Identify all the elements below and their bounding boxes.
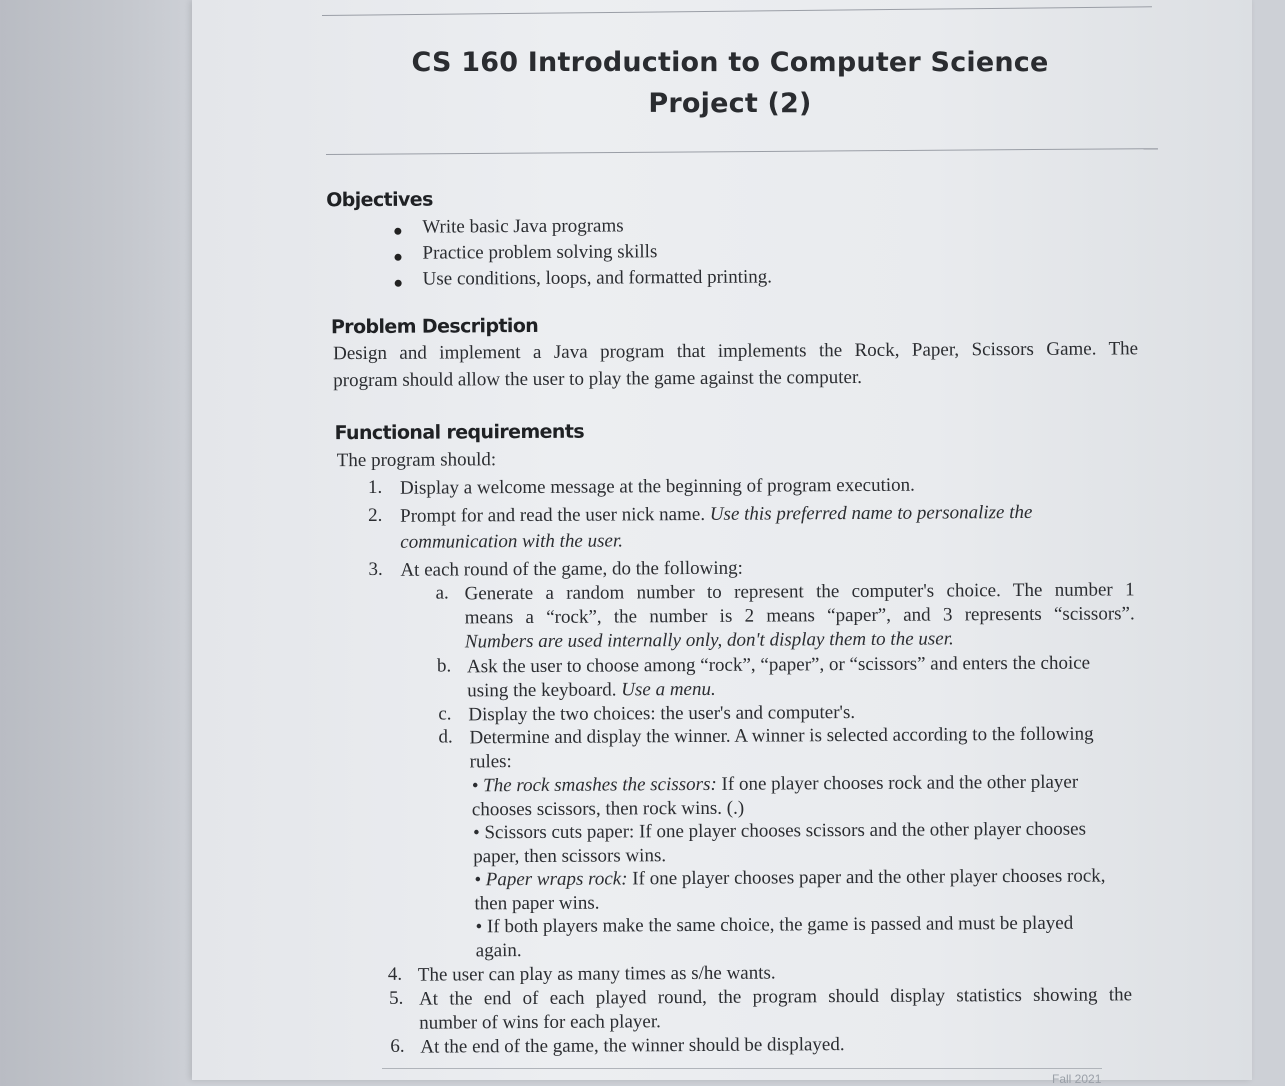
bullet-icon (395, 280, 402, 287)
sub-item-b-line: Ask the user to choose among “rock”, “paper”, or “scissors” and enters the choice (466, 652, 1091, 678)
problem-heading: Problem Description (330, 314, 539, 339)
rule-item (472, 771, 1079, 799)
page-subtitle: Project (2) (648, 88, 812, 119)
requirement-number: 4. (387, 963, 403, 985)
objective-item: Write basic Java programs (422, 215, 624, 238)
requirement-2 (400, 501, 1032, 529)
rule-item-cont: again. (475, 940, 522, 962)
sub-item-a-note: Numbers are used internally only, don't display them to the user. (464, 628, 954, 653)
sub-item-letter: c. (438, 703, 452, 725)
rule-item-cont: then paper wins. (474, 892, 600, 915)
sub-item-a-line: means a “rock”, the number is 2 means “paper”, and 3 represents “scissors”. (464, 603, 1135, 629)
rule-item (474, 864, 1105, 892)
requirement-3: At each round of the game, do the following: (400, 557, 743, 581)
functional-heading: Functional requirements (334, 420, 585, 445)
requirement-5-line: At the end of each played round, the program should display statistics showing the (418, 984, 1133, 1010)
requirement-number: 2. (368, 504, 383, 526)
footer-divider (382, 1068, 1102, 1069)
rule-item-text: If one player chooses paper and the other player chooses rock, (632, 865, 1106, 890)
sub-item-a-line: Generate a random number to represent the computer's choice. The number 1 (464, 579, 1135, 605)
rule-item: • If both players make the same choice, the game is passed and must be played (475, 912, 1074, 938)
requirement-number: 1. (367, 476, 383, 498)
requirement-number: 5. (388, 987, 404, 1009)
problem-text-line: Design and implement a Java program that implements the Rock, Paper, Scissors Game. The (333, 338, 1139, 365)
sub-item-letter: d. (438, 726, 453, 748)
functional-intro: The program should: (336, 449, 497, 472)
requirement-4: The user can play as many times as s/he wants. (417, 962, 776, 986)
bullet-icon (394, 254, 401, 261)
footer-text: Fall 2021 (1052, 1072, 1102, 1086)
sub-item-c-line: Display the two choices: the user's and computer's. (468, 702, 856, 726)
rule-item-title: • Paper wraps rock: (474, 868, 628, 891)
requirement-number: 3. (368, 558, 383, 580)
sub-item-d-line: rules: (469, 751, 512, 773)
requirement-2-note-cont: communication with the user. (400, 530, 624, 553)
bullet-icon (394, 228, 401, 235)
sub-item-d-line: Determine and display the winner. A winner is selected according to the following (469, 723, 1094, 749)
objective-item: Use conditions, loops, and formatted printing. (422, 266, 773, 290)
requirement-1: Display a welcome message at the beginning of program execution. (399, 474, 915, 499)
document-page (192, 0, 1252, 1086)
rule-item-cont: chooses scissors, then rock wins. (.) (471, 797, 745, 821)
rule-item: • Scissors cuts paper: If one player chooses scissors and the other player chooses (472, 818, 1087, 844)
sub-item-b-note: Use a menu. (621, 678, 716, 701)
rule-item-title: • The rock smashes the scissors: (471, 773, 717, 797)
sub-item-letter: b. (436, 655, 452, 677)
rule-item-cont: paper, then scissors wins. (473, 845, 667, 868)
requirement-number: 6. (390, 1035, 405, 1057)
rule-item-text: If one player chooses rock and the other player (721, 771, 1079, 795)
requirement-6: At the end of the game, the winner should be displayed. (420, 1034, 845, 1058)
document-body (189, 0, 1256, 1083)
sub-item-b-text: using the keyboard. (467, 679, 617, 702)
requirement-2-note: Use this preferred name to personalize the (709, 501, 1033, 525)
problem-text-line: program should allow the user to play the game against the computer. (333, 366, 863, 392)
objective-item: Practice problem solving skills (422, 241, 658, 264)
page-title: CS 160 Introduction to Computer Science (411, 47, 1049, 78)
sub-item-letter: a. (435, 582, 449, 604)
requirement-2-text: Prompt for and read the user nick name. (400, 503, 706, 527)
requirement-5-line: number of wins for each player. (419, 1011, 661, 1034)
objectives-heading: Objectives (326, 188, 433, 212)
sub-item-b-line (467, 678, 716, 704)
